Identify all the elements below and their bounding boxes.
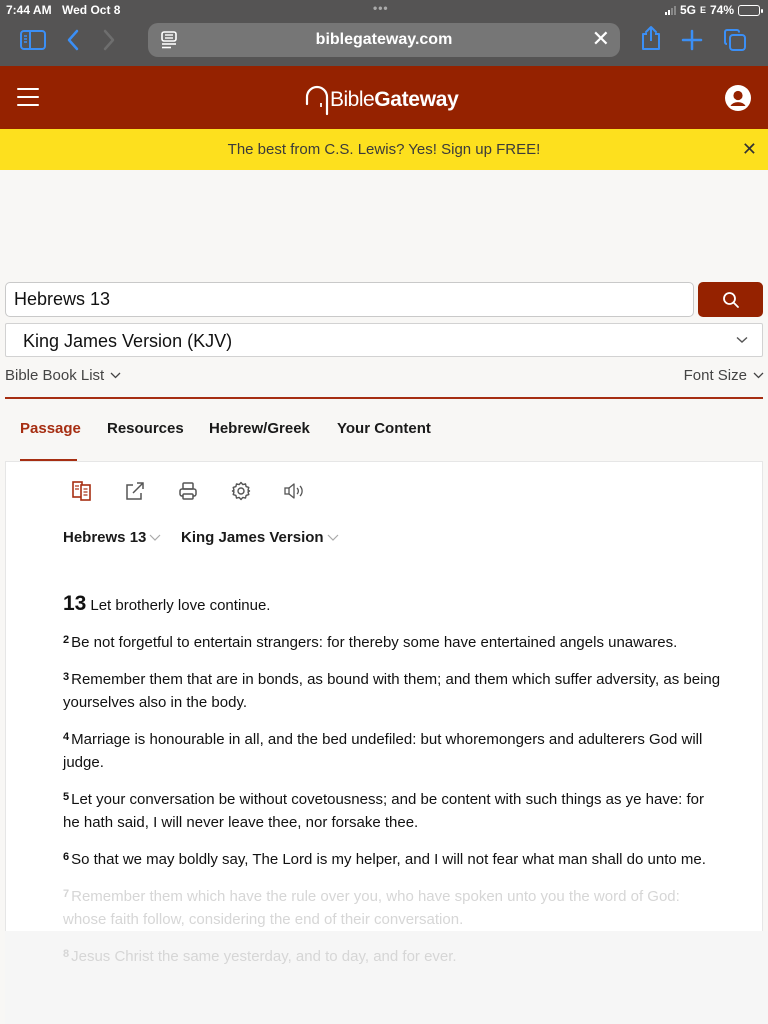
status-time: 7:44 AM: [6, 3, 52, 17]
url-text: biblegateway.com: [315, 31, 453, 48]
verse-text: Marriage is honourable in all, and the bed undefiled: but whoremongers and adulterers God will judge.: [63, 731, 703, 771]
logo-arch-icon: [304, 84, 330, 116]
verse: [63, 848, 723, 871]
multitasking-dots[interactable]: •••: [373, 1, 389, 15]
address-bar[interactable]: [148, 23, 620, 57]
verse: [63, 592, 723, 617]
chevron-down-icon: [110, 372, 121, 379]
chevron-down-icon: [753, 372, 764, 379]
network-label: 5G: [679, 3, 696, 17]
verse-text: Be not forgetful to entertain strangers: for thereby some have entertained angels unawares.: [71, 634, 678, 651]
verse-number: 3: [63, 671, 70, 683]
share-icon[interactable]: [640, 26, 662, 50]
section-divider: [5, 397, 763, 399]
verse-number: 4: [63, 731, 70, 743]
promo-text[interactable]: The best from C.S. Lewis? Yes! Sign up FREE!: [227, 141, 541, 158]
clear-icon[interactable]: ✕: [591, 26, 610, 51]
verse-number: 8: [63, 948, 70, 960]
passage-text: [63, 592, 723, 982]
verse-number: 6: [63, 851, 70, 863]
promo-banner[interactable]: [0, 129, 768, 170]
browser-chrome: [0, 0, 768, 66]
site-header: [0, 66, 768, 129]
tab-hebrew-greek[interactable]: Hebrew/Greek: [209, 420, 310, 437]
verse: [63, 945, 723, 968]
battery-icon: [738, 5, 760, 16]
verse-number: 2: [63, 634, 70, 646]
verse-text: Let brotherly love continue.: [90, 597, 271, 614]
bible-book-list-toggle[interactable]: [5, 367, 121, 384]
verse: [63, 668, 723, 714]
site-logo[interactable]: [304, 84, 458, 116]
share-out-icon[interactable]: [124, 480, 146, 502]
passage-search-input[interactable]: Hebrews 13: [5, 282, 694, 317]
chevron-down-icon: [736, 336, 748, 344]
verse-text: So that we may boldly say, The Lord is my helper, and I will not fear what man shall do unto me.: [71, 851, 706, 868]
status-right: [665, 3, 760, 17]
verse-text: Remember them which have the rule over you, who have spoken unto you the word of God: whose faith follow, considering the end of their conversation.: [63, 888, 680, 928]
tabs-icon[interactable]: [723, 28, 747, 52]
sidebar-icon[interactable]: [20, 28, 46, 52]
active-tab-indicator: [20, 459, 77, 461]
search-icon: [722, 291, 740, 309]
menu-icon[interactable]: [17, 88, 39, 106]
chevron-down-icon: [327, 534, 339, 541]
search-button[interactable]: [698, 282, 763, 317]
verse-text: Jesus Christ the same yesterday, and to day, and for ever.: [71, 948, 457, 965]
verse: [63, 728, 723, 774]
verse-text: Remember them that are in bonds, as bound with them; and them which suffer adversity, as being yourselves also in the body.: [63, 671, 721, 711]
verse: [63, 885, 723, 931]
version-select[interactable]: [5, 323, 763, 357]
status-bar: [0, 2, 768, 18]
bible-book-list-label: Bible Book List: [5, 367, 105, 384]
status-date: Wed Oct 8: [62, 3, 121, 17]
verse-text: Let your conversation be without covetousness; and be content with such things as ye have: for he hath said, I will never leave thee, nor forsake thee.: [63, 791, 705, 831]
battery-percent: 74%: [709, 3, 734, 17]
close-icon[interactable]: ✕: [741, 139, 757, 159]
verse-number: 7: [63, 888, 70, 900]
tab-passage[interactable]: Passage: [20, 420, 81, 437]
passage-reference-dropdown[interactable]: [63, 529, 161, 546]
audio-icon[interactable]: [283, 480, 305, 502]
passage-version-dropdown[interactable]: [181, 529, 339, 546]
font-size-toggle[interactable]: [684, 367, 764, 384]
chapter-number: 13: [63, 592, 87, 615]
passage-reference: Hebrews 13: [63, 529, 147, 546]
tab-your-content[interactable]: Your Content: [337, 420, 431, 437]
tab-resources[interactable]: Resources: [107, 420, 184, 437]
forward-icon[interactable]: [102, 28, 116, 52]
passage-version: King James Version: [181, 529, 324, 546]
verse: [63, 631, 723, 654]
new-tab-icon[interactable]: [681, 28, 703, 52]
parallel-icon[interactable]: [71, 480, 93, 502]
verse-number: 5: [63, 791, 70, 803]
account-icon[interactable]: [725, 85, 751, 111]
back-icon[interactable]: [66, 28, 80, 52]
print-icon[interactable]: [177, 480, 199, 502]
logo-text-gateway: Gateway: [374, 88, 459, 111]
verse: [63, 788, 723, 834]
signal-icon: [665, 6, 676, 15]
settings-icon[interactable]: [230, 480, 252, 502]
version-select-value: King James Version (KJV): [23, 331, 233, 351]
logo-text-bible: Bible: [330, 88, 375, 111]
chevron-down-icon: [149, 534, 161, 541]
network-suffix: E: [699, 5, 706, 15]
font-size-label: Font Size: [683, 367, 747, 384]
